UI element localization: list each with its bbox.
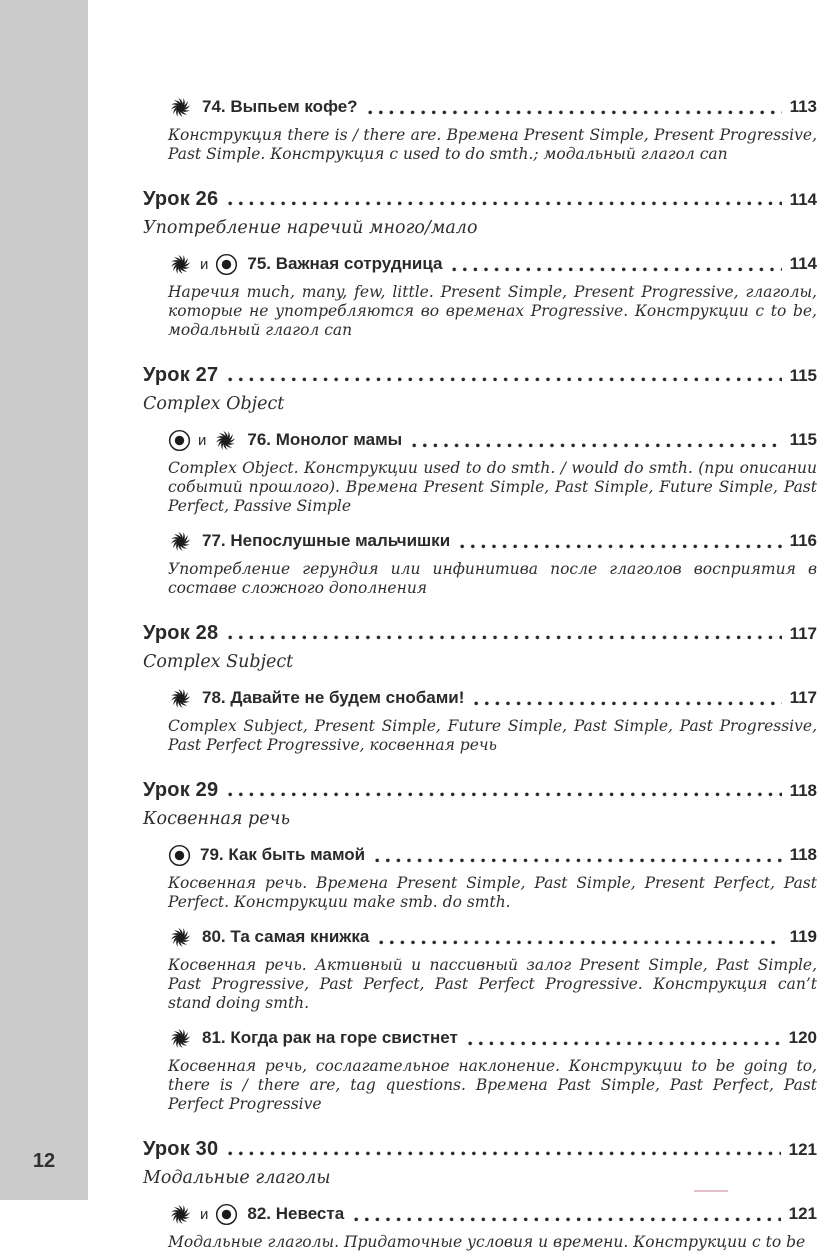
dot-leader [228, 1151, 780, 1156]
exercise-row [168, 842, 817, 868]
dot-leader [460, 544, 781, 549]
exercise-icons [168, 844, 191, 867]
pink-artifact-line [694, 1190, 728, 1192]
lesson-title: Урок 29 [143, 779, 219, 801]
exercise-block [168, 842, 817, 912]
exercise-icons [168, 95, 193, 120]
exercise-description: Косвенная речь. Активный и пассивный залог Present Simple, Past Simple, Past Progressive, Past Perfect, Past Perfect Progressive. Конструкция can’t stand doing smth. [168, 956, 817, 1012]
exercise-title: 80. Та самая книжка [202, 927, 370, 946]
exercise-block [168, 528, 817, 598]
dot-leader [412, 443, 781, 448]
exercise-title: 81. Когда рак на горе свистнет [202, 1028, 458, 1047]
exercise-block [168, 427, 817, 516]
exercise-row [168, 685, 817, 711]
dot-leader [452, 267, 781, 272]
exercise-description: Complex Subject, Present Simple, Future Simple, Past Simple, Past Progressive, Past Perfect Progressive, косвенная речь [168, 717, 817, 754]
lesson-block [143, 779, 817, 829]
dot-leader [354, 1217, 780, 1222]
spiral-pinwheel-icon [168, 686, 193, 711]
exercise-page-number: 118 [789, 845, 817, 864]
exercise-icons [168, 1202, 238, 1227]
exercise-title: 74. Выпьем кофе? [202, 97, 358, 116]
exercise-icons [168, 529, 193, 554]
exercise-block [168, 94, 817, 164]
exercise-title: 76. Монолог мамы [247, 430, 403, 449]
record-dot-icon [215, 253, 238, 276]
lesson-block [143, 364, 817, 414]
dot-leader [368, 110, 782, 115]
record-dot-icon [168, 429, 191, 452]
lesson-block [143, 188, 817, 238]
lesson-subtitle: Complex Subject [143, 652, 294, 672]
exercise-description: Complex Object. Конструкции used to do smth. / would do smth. (при описании событий прошлого). Времена Present Simple, Past Simple, Future Simple, Past Perfect, Passive Simple [168, 459, 817, 515]
dot-leader [474, 701, 781, 706]
exercise-description: Употребление герундия или инфинитива после глаголов восприятия в составе сложного дополнения [168, 560, 817, 597]
lesson-subtitle: Модальные глаголы [143, 1168, 331, 1188]
exercise-page-number: 116 [789, 531, 817, 550]
exercise-row [168, 924, 817, 950]
exercise-title: 82. Невеста [247, 1204, 345, 1223]
exercise-icons [168, 686, 193, 711]
lesson-block [143, 622, 817, 672]
exercise-icons [168, 252, 238, 277]
exercise-page-number: 115 [789, 430, 817, 449]
dot-leader [228, 792, 781, 797]
exercise-title: 75. Важная сотрудница [247, 254, 443, 273]
page-margin-strip [0, 0, 88, 1200]
lesson-row [143, 779, 817, 802]
exercise-page-number: 121 [788, 1204, 817, 1223]
spiral-pinwheel-icon [168, 925, 193, 950]
spiral-pinwheel-icon [213, 428, 238, 453]
record-dot-icon [215, 1203, 238, 1226]
exercise-description: Наречия much, many, few, little. Present Simple, Present Progressive, глаголы, которые не употребляются во временах Progressive. Конструкции с to be, модальный глагол can [168, 283, 817, 339]
exercise-title: 77. Непослушные мальчишки [202, 531, 451, 550]
lesson-page-number: 115 [789, 365, 817, 385]
lesson-title: Урок 30 [143, 1138, 219, 1160]
lesson-subtitle: Употребление наречий много/мало [143, 218, 478, 238]
lesson-title: Урок 28 [143, 622, 219, 644]
exercise-page-number: 120 [788, 1028, 817, 1047]
page-number: 12 [32, 1150, 56, 1172]
lesson-subtitle: Косвенная речь [143, 809, 291, 829]
lesson-subtitle: Complex Object [143, 394, 285, 414]
dot-leader [228, 635, 781, 640]
exercise-block [168, 685, 817, 755]
lesson-page-number: 114 [789, 189, 817, 209]
exercise-page-number: 114 [789, 254, 817, 273]
exercise-icons [168, 428, 238, 453]
exercise-block [168, 251, 817, 340]
exercise-row [168, 528, 817, 554]
spiral-pinwheel-icon [168, 252, 193, 277]
spiral-pinwheel-icon [168, 529, 193, 554]
exercise-icons [168, 925, 193, 950]
table-of-contents [143, 0, 817, 1252]
exercise-row [168, 94, 817, 120]
and-label: и [200, 255, 209, 273]
lesson-page-number: 121 [788, 1139, 817, 1159]
lesson-page-number: 117 [789, 623, 817, 643]
record-dot-icon [168, 844, 191, 867]
lesson-row [143, 1138, 817, 1161]
lesson-title: Урок 26 [143, 188, 219, 210]
dot-leader [228, 377, 781, 382]
lesson-block [143, 1138, 817, 1188]
exercise-row [168, 1025, 817, 1051]
lesson-row [143, 188, 817, 211]
exercise-description: Конструкция there is / there are. Времена Present Simple, Present Progressive, Past Simple. Конструкция с used to do smth.; модальный глагол can [168, 126, 817, 163]
and-label: и [198, 431, 207, 449]
dot-leader [379, 940, 781, 945]
exercise-row [168, 251, 817, 277]
lesson-row [143, 364, 817, 387]
dot-leader [468, 1041, 781, 1046]
exercise-description: Модальные глаголы. Придаточные условия и времени. Конструкции с to be [168, 1233, 806, 1251]
exercise-title: 79. Как быть мамой [200, 845, 366, 864]
exercise-page-number: 119 [789, 927, 817, 946]
exercise-block [168, 924, 817, 1013]
and-label: и [200, 1205, 209, 1223]
exercise-row [168, 427, 817, 453]
lesson-row [143, 622, 817, 645]
dot-leader [375, 858, 781, 863]
exercise-description: Косвенная речь, сослагательное наклонение. Конструкции to be going to, there is / there are, tag questions. Времена Past Simple, Past Perfect, Past Perfect Progressive [168, 1057, 817, 1113]
exercise-description: Косвенная речь. Времена Present Simple, Past Simple, Present Perfect, Past Perfect. Конструкции make smb. do smth. [168, 874, 817, 911]
spiral-pinwheel-icon [168, 95, 193, 120]
exercise-icons [168, 1026, 193, 1051]
exercise-block [168, 1201, 817, 1252]
dot-leader [228, 201, 781, 206]
lesson-title: Урок 27 [143, 364, 219, 386]
exercise-page-number: 117 [789, 688, 817, 707]
exercise-title: 78. Давайте не будем снобами! [202, 688, 465, 707]
exercise-row [168, 1201, 817, 1227]
exercise-page-number: 113 [789, 97, 817, 116]
spiral-pinwheel-icon [168, 1202, 193, 1227]
spiral-pinwheel-icon [168, 1026, 193, 1051]
exercise-block [168, 1025, 817, 1114]
lesson-page-number: 118 [789, 780, 817, 800]
